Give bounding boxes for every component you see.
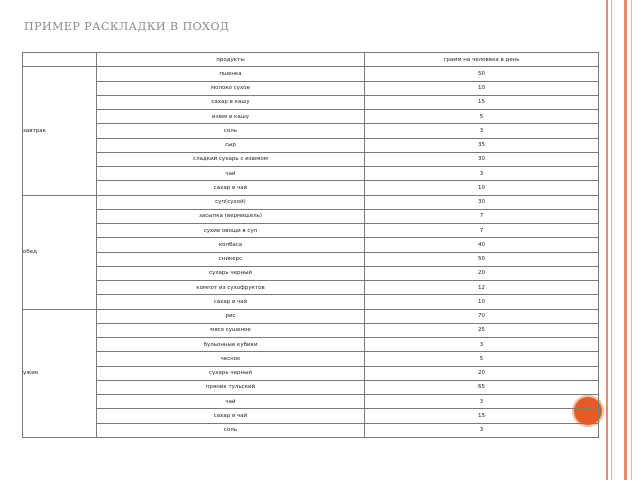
product-cell: сахар в кашу xyxy=(97,95,365,109)
table-row xyxy=(23,81,599,95)
table-row xyxy=(23,238,599,252)
table-row xyxy=(23,395,599,409)
table-row xyxy=(23,323,599,337)
table-row xyxy=(23,338,599,352)
ration-table xyxy=(22,52,599,438)
product-cell: пшенка xyxy=(97,67,365,81)
grams-cell: 10 xyxy=(365,81,599,95)
table-row xyxy=(23,124,599,138)
table-row xyxy=(23,181,599,195)
table-row xyxy=(23,224,599,238)
product-cell: соль xyxy=(97,124,365,138)
table-row xyxy=(23,152,599,166)
grams-cell: 35 xyxy=(365,138,599,152)
table-row xyxy=(23,252,599,266)
grams-cell: 15 xyxy=(365,95,599,109)
table-header-row xyxy=(23,53,599,67)
product-cell: мясо сушеное xyxy=(97,323,365,337)
decorative-stripe xyxy=(611,0,612,480)
grams-cell: 20 xyxy=(365,366,599,380)
grams-cell: 3 xyxy=(365,395,599,409)
product-cell: засыпка (вермишель) xyxy=(97,209,365,223)
product-cell: сахар в чай xyxy=(97,181,365,195)
product-cell: сникерс xyxy=(97,252,365,266)
table-row xyxy=(23,209,599,223)
ration-table-body xyxy=(23,53,599,438)
grams-cell: 7 xyxy=(365,209,599,223)
table-row xyxy=(23,295,599,309)
decorative-stripe xyxy=(631,0,632,480)
grams-cell: 30 xyxy=(365,152,599,166)
grams-cell: 3 xyxy=(365,167,599,181)
header-meal xyxy=(23,53,97,67)
table-row xyxy=(23,167,599,181)
product-cell: соль xyxy=(97,423,365,437)
header-product: продукты xyxy=(97,53,365,67)
decorative-stripe xyxy=(624,0,627,480)
table-row xyxy=(23,366,599,380)
table-row xyxy=(23,266,599,280)
product-cell: сыр xyxy=(97,138,365,152)
product-cell: сладкий сухарь с изюмом xyxy=(97,152,365,166)
grams-cell: 50 xyxy=(365,252,599,266)
product-cell: бульонные кубики xyxy=(97,338,365,352)
product-cell: пряник тульский xyxy=(97,380,365,394)
product-cell: чеснок xyxy=(97,352,365,366)
product-cell: сахар в чай xyxy=(97,409,365,423)
product-cell: суп(сухой) xyxy=(97,195,365,209)
product-cell: сахар в чай xyxy=(97,295,365,309)
table-row xyxy=(23,352,599,366)
meal-label: завтрак xyxy=(23,67,97,195)
product-cell: чай xyxy=(97,395,365,409)
grams-cell: 25 xyxy=(365,323,599,337)
table-row xyxy=(23,95,599,109)
product-cell: сухарь черный xyxy=(97,366,365,380)
grams-cell: 3 xyxy=(365,423,599,437)
slide-title: ПРИМЕР РАСКЛАДКИ В ПОХОД xyxy=(24,20,230,33)
grams-cell: 5 xyxy=(365,352,599,366)
grams-cell: 65 xyxy=(365,380,599,394)
table-row xyxy=(23,409,599,423)
table-row xyxy=(23,110,599,124)
product-cell: рис xyxy=(97,309,365,323)
table-row xyxy=(23,195,599,209)
grams-cell: 50 xyxy=(365,67,599,81)
grams-cell: 40 xyxy=(365,238,599,252)
grams-cell: 70 xyxy=(365,309,599,323)
grams-cell: 20 xyxy=(365,266,599,280)
product-cell: сухие овощи в суп xyxy=(97,224,365,238)
grams-cell: 10 xyxy=(365,181,599,195)
header-grams: грамм на человека в день xyxy=(365,53,599,67)
decorative-stripe xyxy=(606,0,608,480)
product-cell: сухарь черный xyxy=(97,266,365,280)
table-row xyxy=(23,138,599,152)
product-cell: компот из сухофруктов xyxy=(97,281,365,295)
product-cell: колбаса xyxy=(97,238,365,252)
grams-cell: 30 xyxy=(365,195,599,209)
grams-cell: 3 xyxy=(365,124,599,138)
grams-cell: 5 xyxy=(365,110,599,124)
table-row xyxy=(23,423,599,437)
product-cell: чай xyxy=(97,167,365,181)
grams-cell: 15 xyxy=(365,409,599,423)
grams-cell: 3 xyxy=(365,338,599,352)
table-row xyxy=(23,309,599,323)
table-row xyxy=(23,380,599,394)
product-cell: изюм в кашу xyxy=(97,110,365,124)
table-row xyxy=(23,67,599,81)
grams-cell: 12 xyxy=(365,281,599,295)
table-row xyxy=(23,281,599,295)
grams-cell: 10 xyxy=(365,295,599,309)
meal-label: обед xyxy=(23,195,97,309)
product-cell: молоко сухое xyxy=(97,81,365,95)
grams-cell: 7 xyxy=(365,224,599,238)
meal-label: ужин xyxy=(23,309,97,437)
